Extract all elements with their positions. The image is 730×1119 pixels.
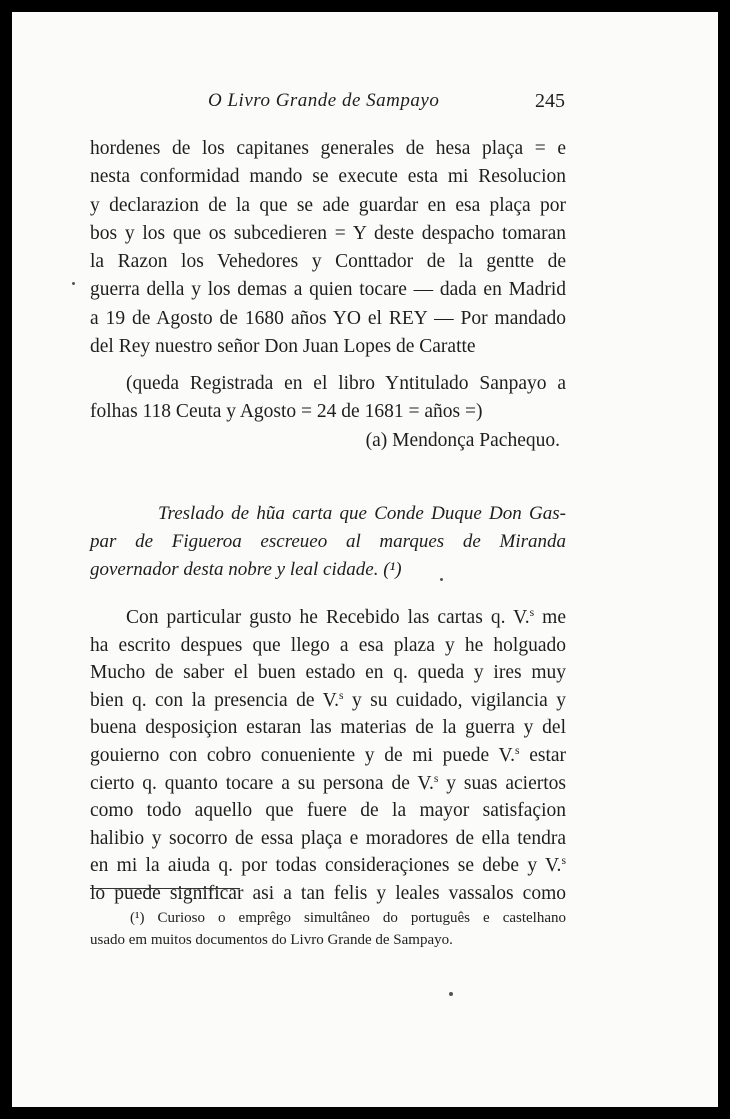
footnote <box>90 908 566 951</box>
text-line: ha escrito despues que llego a esa plaza y he holguado <box>90 634 566 656</box>
text-line: buena desposiçion estaran las materias de la guerra y del <box>90 717 566 739</box>
title-line-text: governador desta nobre y leal cidade. <box>90 559 379 580</box>
text-fragment: y suas aciertos <box>438 772 566 794</box>
print-speck <box>449 992 453 996</box>
text-line: lo puede significar asi a tan felis y leales vassalos como <box>90 882 566 904</box>
signature-line: (a) Mendonça Pachequo. <box>365 429 560 451</box>
text-line: y declarazion de la que se ade guardar en esa plaça por <box>90 194 566 216</box>
text-line <box>90 604 566 632</box>
text-fragment: y su cuidado, vigilancia y <box>343 689 566 711</box>
superscript: s <box>529 605 535 619</box>
footnote-line <box>90 908 566 930</box>
print-speck <box>72 282 75 285</box>
superscript: s <box>433 771 439 785</box>
text-line <box>90 742 566 770</box>
text-line: bos y los que os subcedieren = Y deste despacho tomaran <box>90 222 566 244</box>
footnote-rule <box>90 888 240 889</box>
title-line: par de Figueroa escreueo al marques de Miranda <box>90 531 566 552</box>
footnote-marker: (¹) <box>130 910 145 926</box>
text-line: folhas 118 Ceuta y Agosto = 24 de 1681 = años =) <box>90 401 483 423</box>
text-line: guerra della y los demas a quien tocare — dada en Madrid <box>90 279 566 301</box>
text-line: hordenes de los capitanes generales de hesa plaça = e <box>90 138 566 159</box>
text-line: como todo aquello que fuere de la mayor satisfaçion <box>90 800 566 822</box>
text-line <box>90 770 566 798</box>
footnote-text: Curioso o emprêgo simultâneo do português e castelhano <box>157 910 566 926</box>
footnote-reference: (¹) <box>383 559 402 580</box>
text-fragment: en mi la aiuda q. por todas consideraçiones se debe y V. <box>90 855 562 877</box>
text-line: la Razon los Vehedores y Conttador de la gentte de <box>90 251 566 273</box>
text-line: nesta conformidad mando se execute esta mi Resolucion <box>90 166 566 188</box>
text-line: halibio y socorro de essa plaça e moradores de ella tendra <box>90 827 566 849</box>
text-line: del Rey nuestro señor Don Juan Lopes de Caratte <box>90 336 476 358</box>
title-line: Treslado de hũa carta que Conde Duque Don Gas- <box>158 503 566 524</box>
book-page <box>12 12 718 1107</box>
page-header <box>12 84 718 114</box>
text-fragment: Con particular gusto he Recebido las cartas q. V. <box>126 607 530 628</box>
text-fragment: gouierno con cobro conueniente y de mi puede V. <box>90 744 515 766</box>
running-title: O Livro Grande de Sampayo <box>208 90 440 111</box>
text-fragment: me <box>534 607 566 628</box>
text-line: Mucho de saber el buen estado en q. queda y ires muy <box>90 662 566 684</box>
title-line <box>90 556 566 584</box>
paragraph-registration-note <box>90 370 566 455</box>
text-line <box>90 852 566 880</box>
print-speck <box>440 578 443 581</box>
paragraph-letter-body <box>90 604 566 908</box>
letter-title <box>90 500 566 584</box>
text-line: (queda Registrada en el libro Yntitulado Sanpayo a <box>126 373 566 394</box>
paragraph-royal-decree <box>90 135 566 361</box>
page-number: 245 <box>535 90 565 112</box>
superscript: s <box>339 688 344 702</box>
superscript: s <box>561 854 566 868</box>
text-line <box>90 687 566 715</box>
text-fragment: bien q. con la presencia de V. <box>90 689 340 711</box>
footnote-line: usado em muitos documentos do Livro Grande de Sampayo. <box>90 931 453 948</box>
superscript: s <box>514 743 520 757</box>
text-fragment: estar <box>519 744 567 766</box>
text-line: a 19 de Agosto de 1680 años YO el REY — Por mandado <box>90 307 566 329</box>
text-fragment: cierto q. quanto tocare a su persona de V. <box>90 772 434 794</box>
